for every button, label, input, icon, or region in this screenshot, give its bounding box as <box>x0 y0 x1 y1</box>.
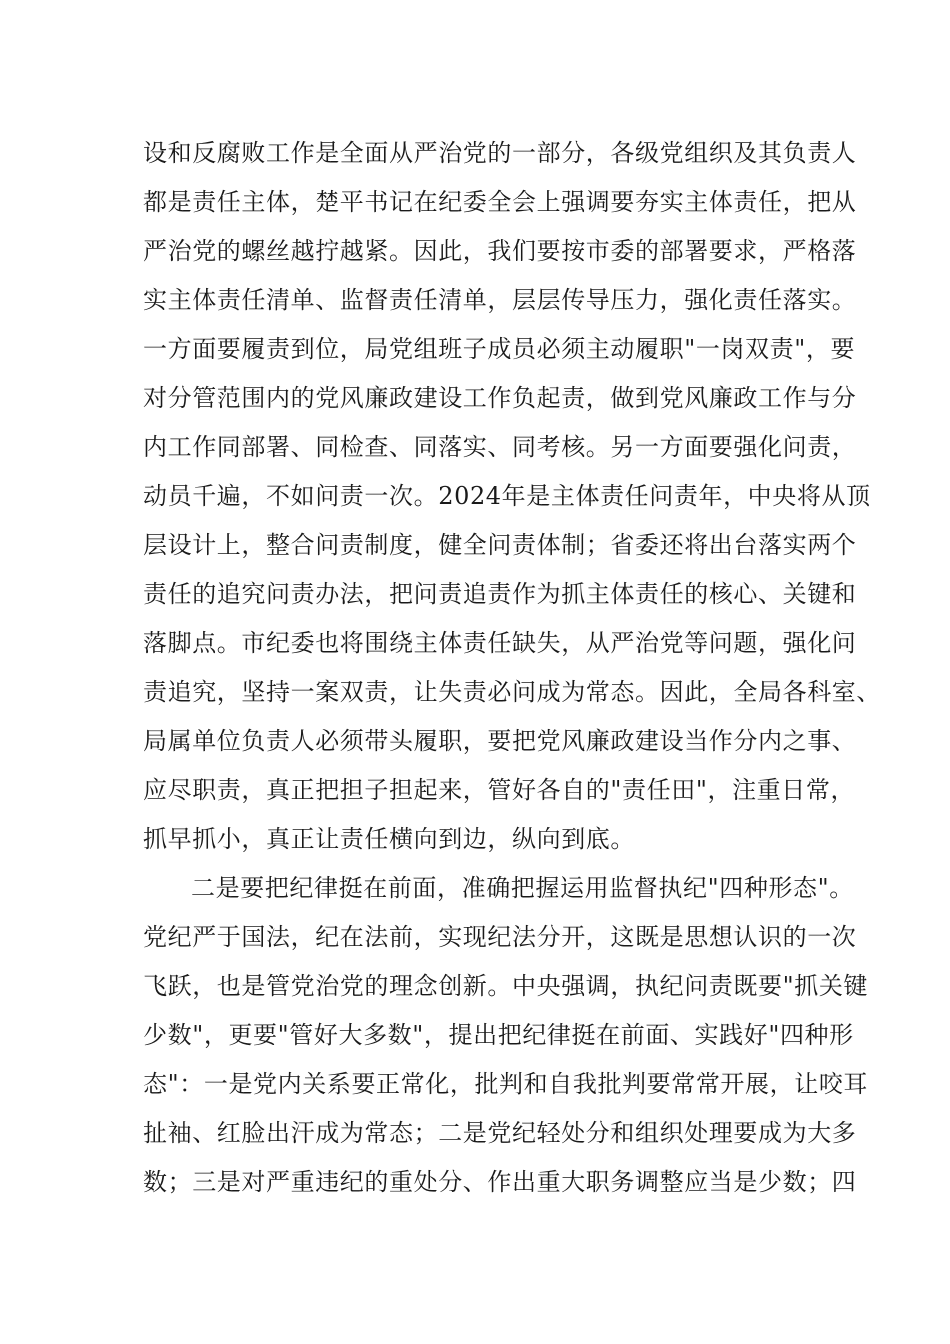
text-line: 少数"，更要"管好大多数"，提出把纪律挺在前面、实践好"四种形 <box>143 1021 854 1049</box>
text-line: 落脚点。市纪委也将围绕主体责任缺失，从严治党等问题，强化问 <box>143 629 857 657</box>
text-line: 飞跃，也是管党治党的理念创新。中央强调，执纪问责既要"抓关键 <box>143 972 869 1000</box>
text-line: 严治党的螺丝越拧越紧。因此，我们要按市委的部署要求，严格落 <box>143 237 857 265</box>
text-line: 态"：一是党内关系要正常化，批判和自我批判要常常开展，让咬耳 <box>143 1070 869 1098</box>
text-line: 抓早抓小，真正让责任横向到边，纵向到底。 <box>143 825 635 853</box>
text-line: 对分管范围内的党风廉政建设工作负起责，做到党风廉政工作与分 <box>143 384 857 412</box>
paragraph-heading-line: 二是要把纪律挺在前面，准确把握运用监督执纪"四种形态"。 <box>191 874 854 902</box>
text-line: 应尽职责，真正把担子担起来，管好各自的"责任田"，注重日常， <box>143 776 856 804</box>
text-line: 层设计上，整合问责制度，健全问责体制；省委还将出台落实两个 <box>143 531 857 559</box>
text-line: 动员千遍，不如问责一次。2024年是主体责任问责年，中央将从顶 <box>143 482 871 510</box>
text-line: 责追究，坚持一案双责，让失责必问成为常态。因此，全局各科室、 <box>143 678 881 706</box>
text-line: 实主体责任清单、监督责任清单，层层传导压力，强化责任落实。 <box>143 286 857 314</box>
text-line: 扯袖、红脸出汗成为常态；二是党纪轻处分和组织处理要成为大多 <box>143 1119 857 1147</box>
text-line: 内工作同部署、同检查、同落实、同考核。另一方面要强化问责， <box>143 433 857 461</box>
text-line: 党纪严于国法，纪在法前，实现纪法分开，这既是思想认识的一次 <box>143 923 857 951</box>
text-line: 责任的追究问责办法，把问责追责作为抓主体责任的核心、关键和 <box>143 580 857 608</box>
text-line: 一方面要履责到位，局党组班子成员必须主动履职"一岗双责"，要 <box>143 335 856 363</box>
text-line: 都是责任主体，楚平书记在纪委全会上强调要夯实主体责任，把从 <box>143 188 857 216</box>
text-line: 局属单位负责人必须带头履职，要把党风廉政建设当作分内之事、 <box>143 727 857 755</box>
text-line: 设和反腐败工作是全面从严治党的一部分，各级党组织及其负责人 <box>143 139 857 167</box>
text-line: 数；三是对严重违纪的重处分、作出重大职务调整应当是少数；四 <box>143 1168 857 1196</box>
